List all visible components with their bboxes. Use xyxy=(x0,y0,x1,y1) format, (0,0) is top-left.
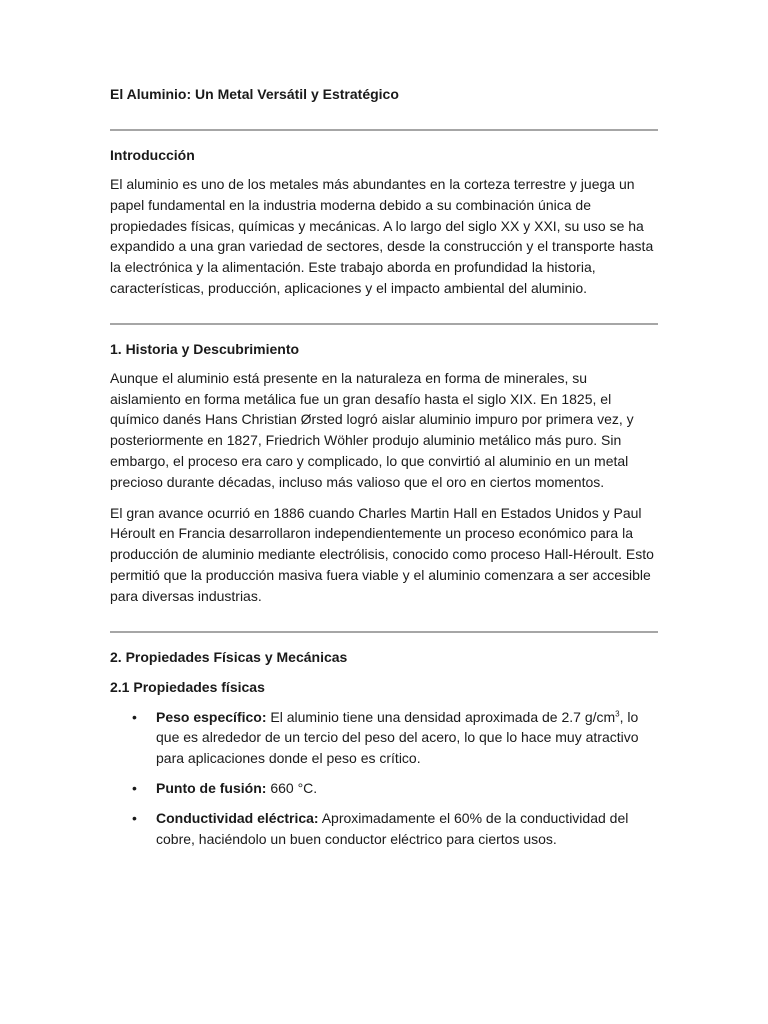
section-divider xyxy=(110,631,658,633)
bullet-icon: • xyxy=(132,809,137,826)
bullet-icon: • xyxy=(132,779,137,796)
list-item xyxy=(110,778,658,799)
properties-heading: 2. Propiedades Físicas y Mecánicas xyxy=(110,648,348,665)
intro-paragraph: El aluminio es uno de los metales más abundantes en la corteza terrestre y juega un papel fundamental en la industria moderna debido a su combinación única de propiedades físicas, químicas y mecánicas. A lo largo del siglo XX y XXI, su uso se ha expandido a una gran variedad de sectores, desde la construcción y el transporte hasta la electrónica y la alimentación. Este trabajo aborda en profundidad la historia, características, producción, aplicaciones y el impacto ambiental del aluminio. xyxy=(110,176,654,296)
list-item xyxy=(110,808,658,850)
list-item-text: Aproximadamente el 60% de la conductividad del cobre, haciéndolo un buen conductor eléctrico para ciertos usos. xyxy=(156,809,629,847)
history-paragraph-1: Aunque el aluminio está presente en la naturaleza en forma de minerales, su aislamiento en forma metálica fue un gran desafío hasta el siglo XIX. En 1825, el químico danés Hans Christian Ørsted logró aislar aluminio impuro por primera vez, y posteriormente en 1827, Friedrich Wöhler produjo aluminio metálico más puro. Sin embargo, el proceso era caro y complicado, lo que convirtió al aluminio en un metal precioso durante décadas, incluso más valioso que el oro en ciertos momentos. xyxy=(110,369,634,490)
list-item-term: Peso específico: xyxy=(156,708,267,725)
document-title: El Aluminio: Un Metal Versátil y Estratégico xyxy=(110,86,399,102)
history-paragraph-2: El gran avance ocurrió en 1886 cuando Charles Martin Hall en Estados Unidos y Paul Héroult en Francia desarrollaron independientemente un proceso económico para la producción de aluminio mediante electrólisis, conocido como proceso Hall-Héroult. Esto permitió que la producción masiva fuera viable y el aluminio comenzara a ser accesible para diversas industrias. xyxy=(110,504,654,604)
list-item-term: Conductividad eléctrica: xyxy=(156,809,319,826)
physical-properties-subheading: 2.1 Propiedades físicas xyxy=(110,678,265,695)
section-divider xyxy=(110,129,658,131)
intro-heading: Introducción xyxy=(110,147,195,163)
history-heading: 1. Historia y Descubrimiento xyxy=(110,340,300,357)
list-item-term: Punto de fusión: xyxy=(156,779,267,796)
list-item-text: El aluminio tiene una densidad aproximada de 2.7 g/cm xyxy=(266,708,616,725)
section-divider xyxy=(110,323,658,325)
document-page xyxy=(110,84,658,849)
list-item xyxy=(110,707,658,769)
list-item-text: , lo que es alrededor de un tercio del peso del acero, lo que lo hace muy atractivo para aplicaciones donde el peso es crítico. xyxy=(156,708,639,767)
bullet-icon: • xyxy=(132,708,137,725)
physical-properties-list xyxy=(110,707,658,850)
list-item-text: 660 °C. xyxy=(266,779,318,796)
superscript: 3 xyxy=(615,708,620,718)
